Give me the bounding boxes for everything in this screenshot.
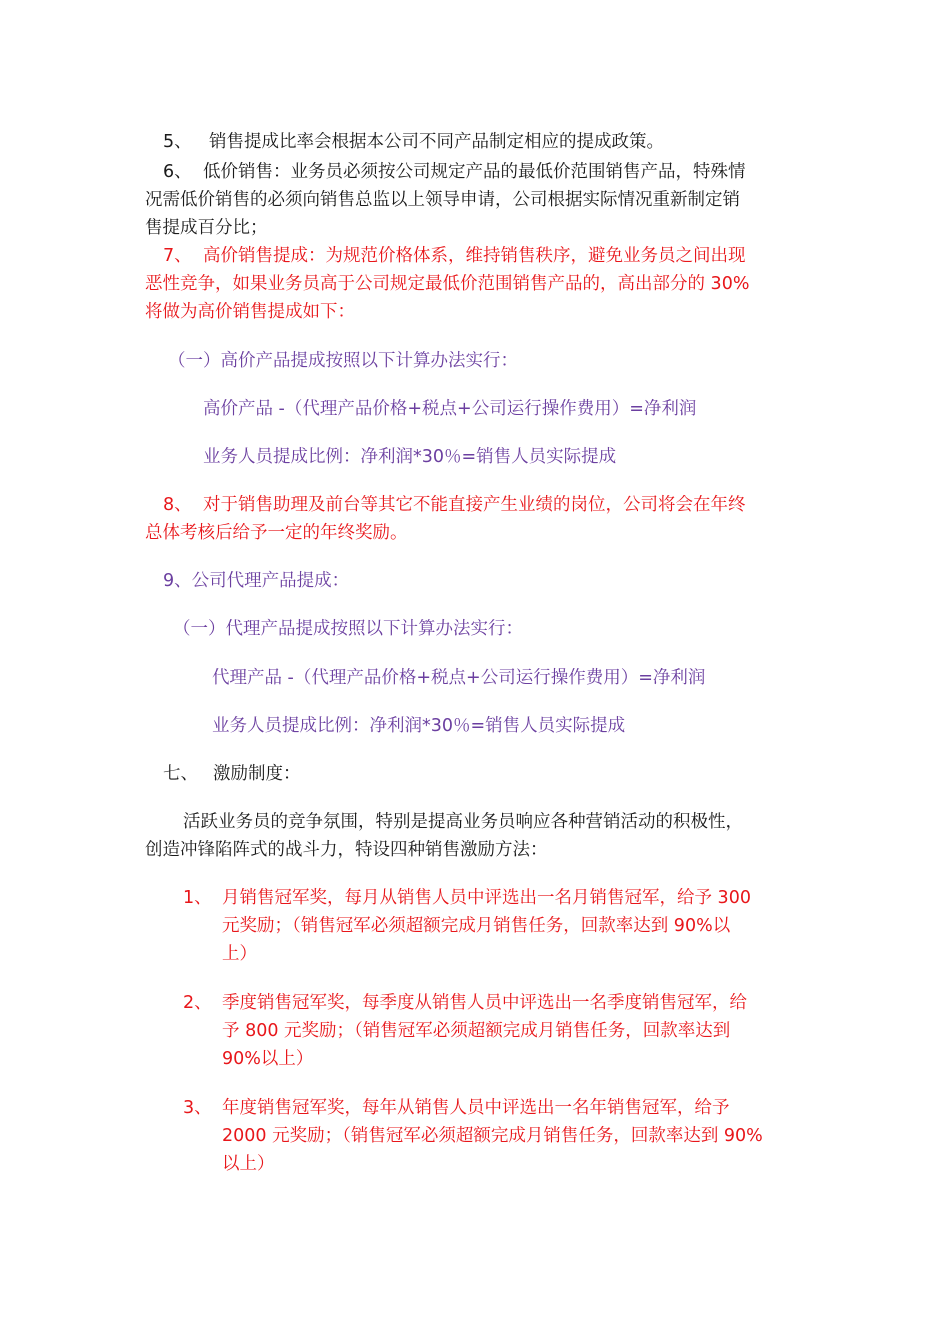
- item-number: 5、: [163, 132, 192, 152]
- item-7-line-1: [163, 248, 746, 266]
- section-7-intro-line-1: 活跃业务员的竞争氛围，特别是提高业务员响应各种营销活动的积极性，: [183, 812, 743, 832]
- award-3-line-3: 以上）: [222, 1154, 275, 1174]
- award-2-line-3: 90%以上）: [222, 1049, 314, 1069]
- agent-ratio: 业务人员提成比例：净利润*30％=销售人员实际提成: [212, 716, 626, 736]
- award-1-number: 1、: [183, 888, 212, 908]
- item-6-line-3: 售提成百分比；: [145, 218, 268, 238]
- item-8-line-1: [163, 497, 746, 515]
- section-7-heading: [163, 766, 301, 784]
- item-number: 8、: [163, 495, 192, 515]
- award-2-line-2: 予 800 元奖励；（销售冠军必须超额完成月销售任务，回款率达到: [222, 1021, 731, 1041]
- item-6-line-2: 况需低价销售的必须向销售总监以上领导申请，公司根据实际情况重新制定销: [145, 190, 740, 210]
- item-text: 对于销售助理及前台等其它不能直接产生业绩的岗位，公司将会在年终: [203, 495, 746, 515]
- high-price-heading: （一）高价产品提成按照以下计算办法实行：: [168, 351, 518, 371]
- item-5: [163, 134, 664, 152]
- item-7-line-2: 恶性竞争，如果业务员高于公司规定最低价范围销售产品的，高出部分的 30%: [145, 274, 750, 294]
- agent-formula: 代理产品 -（代理产品价格+税点+公司运行操作费用）=净利润: [212, 668, 706, 688]
- award-3-line-2: 2000 元奖励；（销售冠军必须超额完成月销售任务，回款率达到 90%: [222, 1126, 763, 1146]
- item-6-line-1: [163, 164, 746, 182]
- section-number: 七、: [163, 764, 198, 784]
- high-price-ratio: 业务人员提成比例：净利润*30％=销售人员实际提成: [203, 447, 617, 467]
- high-price-formula: 高价产品 -（代理产品价格+税点+公司运行操作费用）=净利润: [203, 399, 697, 419]
- award-2-line-1: 季度销售冠军奖，每季度从销售人员中评选出一名季度销售冠军，给: [222, 993, 747, 1013]
- section-title: 激励制度：: [213, 764, 301, 784]
- item-number: 7、: [163, 246, 192, 266]
- agent-heading: （一）代理产品提成按照以下计算办法实行：: [173, 619, 523, 639]
- award-2-number: 2、: [183, 993, 212, 1013]
- award-3-line-1: 年度销售冠军奖，每年从销售人员中评选出一名年销售冠军，给予: [222, 1098, 730, 1118]
- item-text: 销售提成比率会根据本公司不同产品制定相应的提成政策。: [209, 132, 664, 152]
- item-text: 高价销售提成：为规范价格体系，维持销售秩序，避免业务员之间出现: [203, 246, 746, 266]
- award-1-line-2: 元奖励；（销售冠军必须超额完成月销售任务，回款率达到 90%以: [222, 916, 731, 936]
- item-9: 9、公司代理产品提成：: [163, 571, 350, 591]
- item-7-line-3: 将做为高价销售提成如下：: [145, 302, 355, 322]
- item-text: 低价销售：业务员必须按公司规定产品的最低价范围销售产品，特殊情: [203, 162, 746, 182]
- award-3-number: 3、: [183, 1098, 212, 1118]
- section-7-intro-line-2: 创造冲锋陷阵式的战斗力，特设四种销售激励方法：: [145, 840, 548, 860]
- award-1-line-3: 上）: [222, 944, 257, 964]
- award-1-line-1: 月销售冠军奖，每月从销售人员中评选出一名月销售冠军，给予 300: [222, 888, 751, 908]
- item-number: 6、: [163, 162, 192, 182]
- item-8-line-2: 总体考核后给予一定的年终奖励。: [145, 523, 408, 543]
